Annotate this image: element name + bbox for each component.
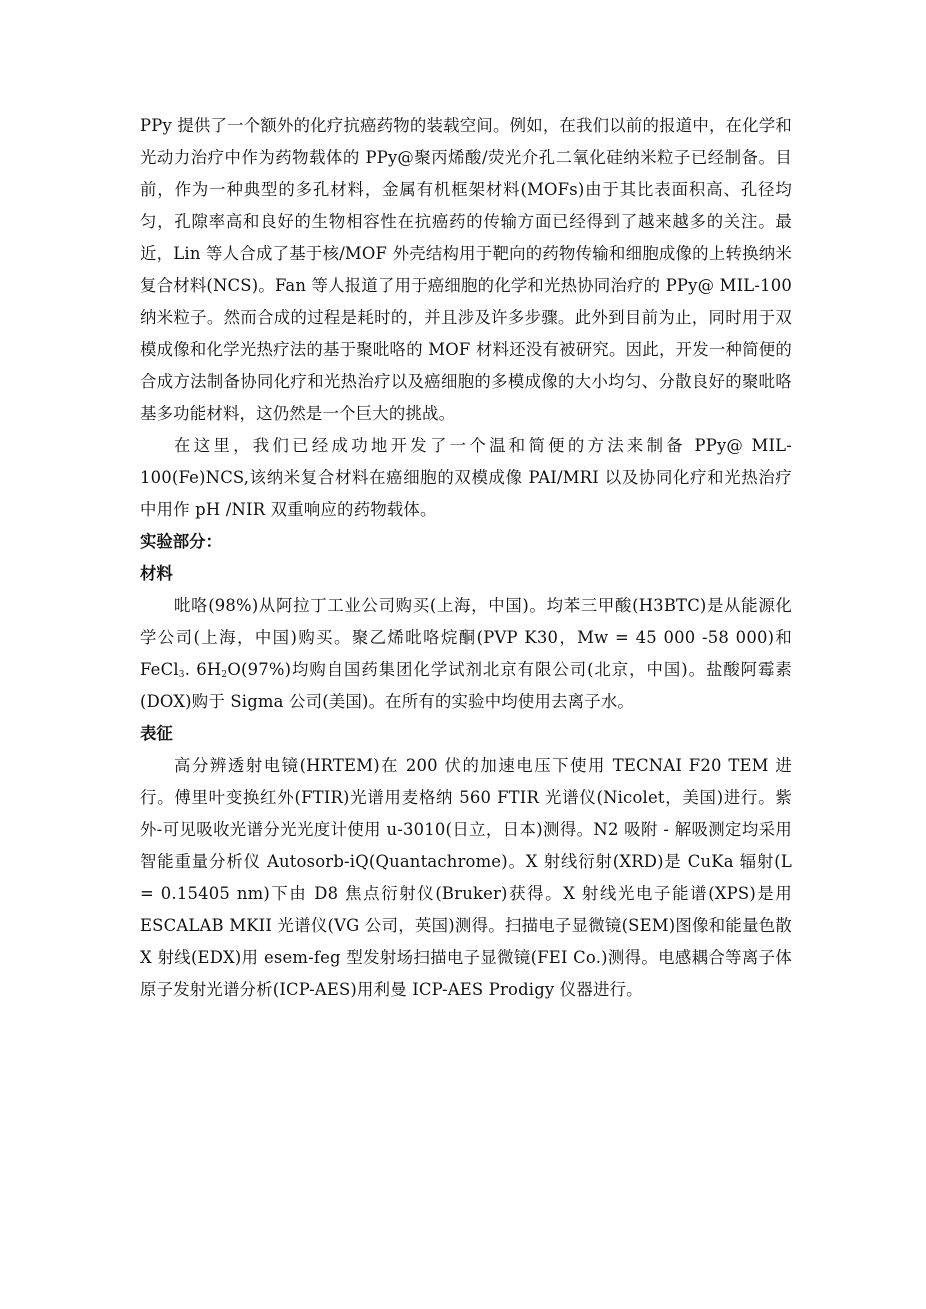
- section-heading-experimental: 实验部分：: [140, 532, 222, 551]
- materials-text-b: . 6H: [184, 660, 222, 679]
- characterization-paragraph: 高分辨透射电镜(HRTEM)在 200 伏的加速电压下使用 TECNAI F20 TEM 进行。傅里叶变换红外(FTIR)光谱用麦格纳 560 FTIR 光谱仪(Nicolet，美国)进行。紫外-可见吸收光谱分光光度计使用 u-3010(日立，日本)测得。N2 吸附 - 解吸测定均采用智能重量分析仪 Autosorb-iQ(Quantachrome)。X 射线衍射(XRD)是 CuKa 辐射(L = 0.15405 nm)下由 D8 焦点衍射仪(Bruker)获得。X 射线光电子能谱(XPS)是用 ESCALAB MKII 光谱仪(VG 公司，英国)测得。扫描电子显微镜(SEM)图像和能量色散 X 射线(EDX)用 esem-feg 型发射场扫描电子显微镜(FEI Co.)测得。电感耦合等离子体原子发射光谱分析(ICP-AES)用利曼 ICP-AES Prodigy 仪器进行。: [140, 756, 792, 999]
- materials-subscript-b: 2: [221, 670, 228, 680]
- materials-paragraph: [140, 590, 792, 718]
- materials-text-c: O(97%)均购自国药集团化学试剂北京有限公司(北京，中国)。盐酸阿霉素(DOX)购于 Sigma 公司(美国)。在所有的实验中均使用去离子水。: [140, 660, 792, 711]
- intro-paragraph-2: 在这里，我们已经成功地开发了一个温和简便的方法来制备 PPy@ MIL-100(Fe)NCS,该纳米复合材料在癌细胞的双模成像 PAI/MRI 以及协同化疗和光热治疗中用作 pH /NIR 双重响应的药物载体。: [140, 436, 792, 519]
- materials-text-a: 吡咯(98%)从阿拉丁工业公司购买(上海，中国)。均苯三甲酸(H3BTC)是从能源化学公司(上海，中国)购买。聚乙烯吡咯烷酮(PVP K30，Mw = 45 000 -58 000)和 FeCl: [140, 596, 792, 679]
- subsection-heading-characterization: 表征: [140, 724, 173, 743]
- intro-paragraph-1: PPy 提供了一个额外的化疗抗癌药物的装载空间。例如，在我们以前的报道中，在化学和光动力治疗中作为药物载体的 PPy@聚丙烯酸/荧光介孔二氧化硅纳米粒子已经制备。目前，作为一种典型的多孔材料，金属有机框架材料(MOFs)由于其比表面积高、孔径均匀，孔隙率高和良好的生物相容性在抗癌药的传输方面已经得到了越来越多的关注。最近，Lin 等人合成了基于核/MOF 外壳结构用于靶向的药物传输和细胞成像的上转换纳米复合材料(NCS)。Fan 等人报道了用于癌细胞的化学和光热协同治疗的 PPy@ MIL-100 纳米粒子。然而合成的过程是耗时的，并且涉及许多步骤。此外到目前为止，同时用于双模成像和化学光热疗法的基于聚吡咯的 MOF 材料还没有被研究。因此，开发一种简便的合成方法制备协同化疗和光热治疗以及癌细胞的多模成像的大小均匀、分散良好的聚吡咯基多功能材料，这仍然是一个巨大的挑战。: [140, 116, 792, 423]
- document-page: [140, 110, 792, 1006]
- subsection-heading-materials: 材料: [140, 564, 173, 583]
- materials-subscript-a: 3: [178, 670, 185, 680]
